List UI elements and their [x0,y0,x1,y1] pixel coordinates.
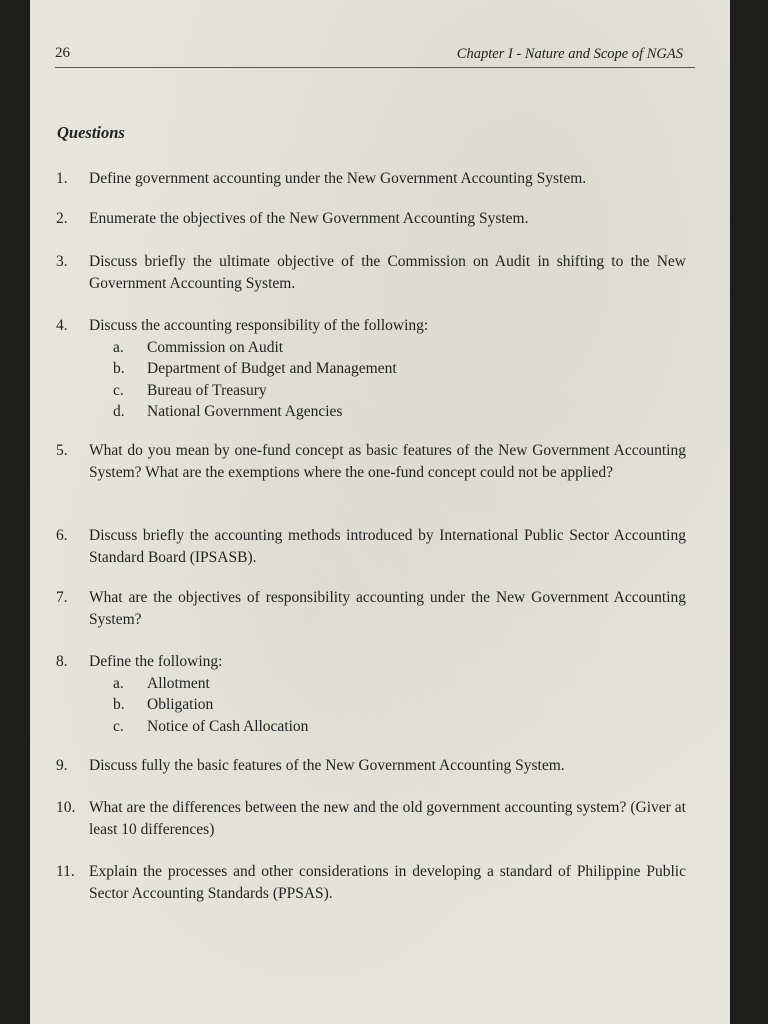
question-text: Enumerate the objectives of the New Government Accounting System. [89,210,529,227]
sub-item [113,694,686,716]
sub-item-letter: b. [113,696,125,713]
question-item [56,651,686,737]
question-number: 11. [56,863,75,880]
question-number: 3. [56,253,68,270]
sub-item [113,358,686,380]
question-text: Discuss briefly the accounting methods introduced by International Public Sector Accounting Standard Board (IPSASB). [89,527,686,566]
question-text: What do you mean by one-fund concept as basic features of the New Government Accounting System? What are the exemptions where the one-fund concept could not be applied? [89,442,686,481]
question-text: Discuss fully the basic features of the New Government Accounting System. [89,757,565,774]
question-number: 10. [56,799,76,816]
question-number: 1. [56,170,68,187]
sub-item-letter: c. [113,717,124,735]
document-page [30,0,730,1024]
sub-item-letter: b. [113,360,125,377]
page-header [55,45,695,68]
sub-item-letter: c. [113,381,124,399]
question-item [56,755,686,777]
question-item [56,208,686,230]
sub-item-list [113,337,686,423]
sub-item-text: Notice of Cash Allocation [147,717,309,735]
sub-item-letter: d. [113,403,125,420]
sub-item-text: Obligation [147,696,214,713]
question-text: Discuss the accounting responsibility of the following: [89,317,429,334]
question-item [56,797,686,840]
section-title: Questions [57,123,125,142]
question-item [56,440,686,483]
chapter-title: Chapter I - Nature and Scope of NGAS [456,46,683,62]
question-text: Discuss briefly the ultimate objective of the Commission on Audit in shifting to the New Government Accounting System. [89,253,686,292]
question-number: 5. [56,442,68,459]
sub-item-letter: a. [113,338,124,356]
question-item [56,525,686,568]
question-number: 2. [56,210,68,227]
sub-item-text: Commission on Audit [147,338,284,356]
question-item [56,168,686,190]
sub-item-text: National Government Agencies [147,403,343,420]
sub-item-text: Allotment [147,674,210,692]
question-text: Explain the processes and other considerations in developing a standard of Philippine Public Sector Accounting Standards (PPSAS). [89,863,686,902]
sub-item [113,716,686,738]
sub-item [113,380,686,402]
question-text: What are the differences between the new and the old government accounting system? (Giver at least 10 differences) [89,799,686,838]
question-item [56,587,686,630]
question-number: 9. [56,757,68,774]
question-text: Define the following: [89,653,223,670]
sub-item-letter: a. [113,674,124,692]
sub-item [113,401,686,423]
question-item [56,315,686,423]
question-number: 8. [56,653,68,670]
sub-item-text: Bureau of Treasury [147,381,267,399]
sub-item [113,337,686,359]
question-text: Define government accounting under the New Government Accounting System. [89,170,587,187]
sub-item-text: Department of Budget and Management [147,360,397,377]
question-number: 7. [56,589,68,606]
sub-item-list [113,673,686,738]
question-text: What are the objectives of responsibility accounting under the New Government Accounting System? [89,589,686,628]
question-number: 4. [56,317,68,334]
sub-item [113,673,686,695]
question-number: 6. [56,527,68,544]
question-item [56,251,686,294]
question-item [56,861,686,904]
page-number: 26 [55,45,70,61]
